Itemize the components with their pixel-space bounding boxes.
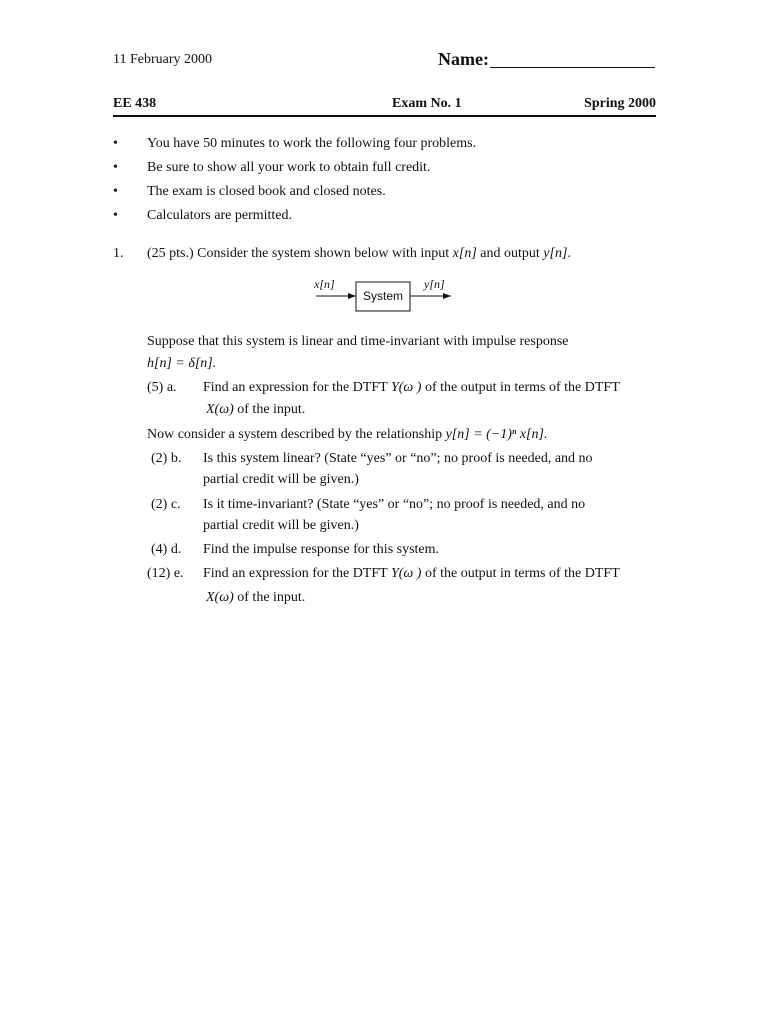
part-a-points: (5) a.: [147, 380, 177, 395]
part-c-points: (2) c.: [151, 497, 181, 512]
dtft-x-symbol: X(ω): [206, 402, 234, 417]
dtft-x-symbol: X(ω): [206, 590, 234, 605]
bullet-icon: •: [113, 208, 118, 223]
part-b-points: (2) b.: [151, 451, 182, 466]
impulse-response-eq-text: h[n] = δ[n].: [147, 356, 217, 371]
part-a-text: [203, 380, 620, 396]
problem-intro-text: and output: [476, 246, 544, 261]
instruction-item: Calculators are permitted.: [147, 208, 292, 223]
part-e-text-cont: [206, 590, 305, 606]
bullet-icon: •: [113, 184, 118, 199]
name-blank-line: [490, 67, 655, 68]
part-b-text: Is this system linear? (State “yes” or “no”; no proof is needed, and no: [203, 451, 593, 466]
instruction-item: Be sure to show all your work to obtain full credit.: [147, 160, 431, 175]
second-system-statement: [147, 427, 547, 443]
bullet-icon: •: [113, 160, 118, 175]
part-d-text: Find the impulse response for this system.: [203, 542, 440, 557]
part-a-text-segment: of the output in terms of the DTFT: [421, 380, 620, 395]
part-e-text-segment: of the output in terms of the DTFT: [421, 566, 620, 581]
impulse-response-equation: [147, 356, 216, 372]
part-a-text-segment: of the input.: [233, 402, 306, 417]
part-a-text-cont: [206, 402, 305, 418]
diagram-output-label: y[n]: [424, 277, 445, 291]
system-box-label: System: [362, 289, 404, 303]
part-e-text-segment: of the input.: [233, 590, 306, 605]
problem-number: 1.: [113, 246, 124, 261]
name-label: Name:: [438, 49, 489, 69]
course-code: EE 438: [113, 96, 157, 111]
part-c-text: Is it time-invariant? (State “yes” or “no”; no proof is needed, and no: [203, 497, 586, 512]
lti-statement: Suppose that this system is linear and time-invariant with impulse response: [147, 334, 569, 349]
diagram-input-label: x[n]: [314, 277, 335, 291]
part-a-text-segment: Find an expression for the DTFT: [203, 380, 391, 395]
system-block-diagram: [310, 276, 460, 316]
second-system-text: Now consider a system described by the relationship: [147, 427, 446, 442]
part-d-points: (4) d.: [151, 542, 182, 557]
part-e-points: (12) e.: [147, 566, 184, 581]
part-c-text-cont: partial credit will be given.): [203, 518, 359, 533]
part-b-text-cont: partial credit will be given.): [203, 472, 359, 487]
bullet-icon: •: [113, 136, 118, 151]
second-system-equation: y[n] = (−1)ⁿ x[n].: [445, 427, 548, 442]
dtft-y-symbol: Y(ω ): [390, 566, 422, 581]
exam-number: Exam No. 1: [392, 96, 462, 111]
dtft-y-symbol: Y(ω ): [390, 380, 422, 395]
header-rule: [113, 115, 656, 117]
instruction-item: The exam is closed book and closed notes.: [147, 184, 386, 199]
part-e-text: [203, 566, 620, 582]
problem-intro: [147, 246, 571, 262]
problem-intro-text: .: [567, 246, 571, 261]
exam-term: Spring 2000: [584, 96, 656, 111]
output-symbol: y[n]: [543, 246, 568, 261]
part-e-text-segment: Find an expression for the DTFT: [203, 566, 391, 581]
problem-intro-text: (25 pts.) Consider the system shown below with input: [147, 246, 453, 261]
input-symbol: x[n]: [452, 246, 477, 261]
exam-date: 11 February 2000: [113, 52, 213, 67]
instruction-item: You have 50 minutes to work the following four problems.: [147, 136, 477, 151]
